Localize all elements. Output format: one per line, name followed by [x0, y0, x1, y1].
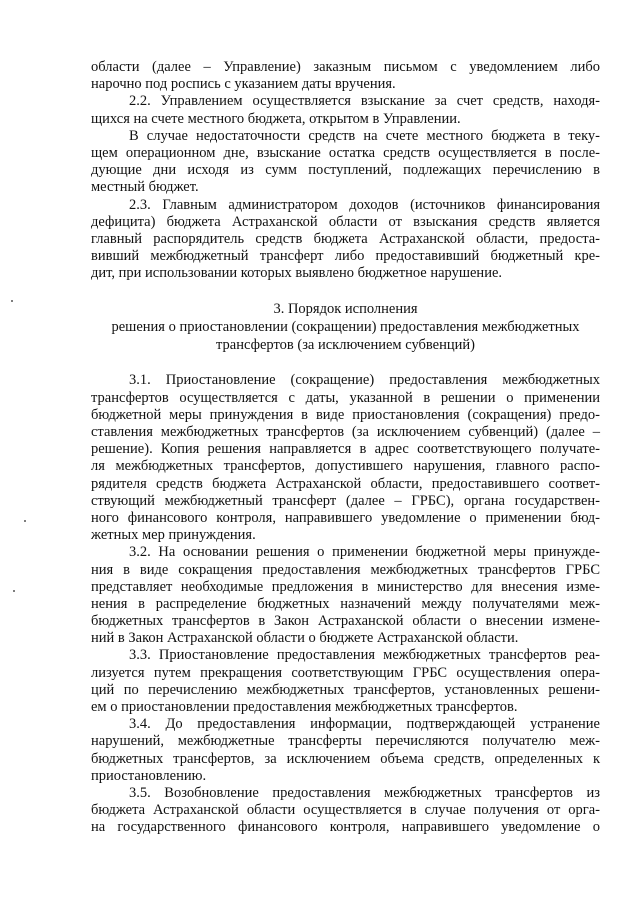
text-line: бюджетной меры принуждения в виде приостановления (сокращения) предо-: [91, 406, 600, 423]
text-line: 3.1. Приостановление (сокращение) предоставления межбюджетных: [129, 372, 600, 389]
text-line: В случае недостаточности средств на счете местного бюджета в теку-: [129, 127, 600, 144]
paragraph-3-5: [91, 785, 600, 837]
text-line: 3.4. До предоставления информации, подтверждающей устранение: [129, 716, 600, 733]
document-body: [91, 59, 600, 837]
section-heading-line: трансфертов (за исключением субвенций): [216, 337, 475, 354]
text-line: ций по перечислению межбюджетных трансфертов, установленных решени-: [91, 681, 600, 698]
paragraph-3-4: [91, 716, 600, 785]
text-line: дующие дни исходя из сумм поступлений, подлежащих перечислению в: [91, 162, 600, 179]
text-line: ставления межбюджетных трансфертов (за исключением субвенций) (далее –: [91, 424, 600, 440]
text-line: нарочно под роспись с указанием даты вручения.: [91, 76, 396, 93]
text-line: лизуется путем прекращения соответствующим ГРБС осуществления опера-: [91, 664, 600, 681]
paragraph-2-3: [91, 197, 600, 283]
text-line: нарушений, межбюджетные трансферты перечисляются получателю меж-: [91, 733, 600, 750]
text-line: 2.3. Главным администратором доходов (источников финансирования: [129, 196, 600, 213]
text-line: ствующий межбюджетный трансферт (далее – ГРБС), органа государствен-: [91, 492, 600, 509]
text-line: жетных мер принуждения.: [91, 527, 256, 544]
text-line: ного финансового контроля, направившего уведомление о применении бюд-: [91, 509, 600, 526]
section-heading-line: 3. Порядок исполнения: [273, 301, 418, 318]
text-line: 2.2. Управлением осуществляется взыскание за счет средств, находя-: [129, 93, 600, 110]
text-line: местный бюджет.: [91, 179, 199, 196]
paragraph-3-3: [91, 647, 600, 716]
text-line: дит, при использовании которых выявлено бюджетное нарушение.: [91, 265, 503, 282]
text-line: нения в распределение бюджетных назначений между получателями меж-: [91, 595, 600, 612]
paragraph-3-2: [91, 544, 600, 647]
text-line: щихся на счете местного бюджета, открытом в Управлении.: [91, 110, 461, 127]
text-line: вивший межбюджетный трансферт либо предоставивший бюджетный кре-: [91, 248, 600, 265]
section-3-heading: [91, 300, 600, 354]
text-line: ем о приостановлении предоставления межбюджетных трансфертов.: [91, 699, 518, 715]
text-line: рядителя средств бюджета Астраханской области, предоставившего соответ-: [91, 475, 600, 492]
scan-speck: [13, 590, 15, 592]
text-line: щем операционном дне, взыскание остатка средств осуществляется в после-: [91, 144, 600, 161]
text-line: трансфертов осуществляется с даты, указанной в решении о применении: [91, 389, 600, 406]
text-line: приостановлению.: [91, 767, 207, 784]
text-line: бюджетных трансфертов, за исключением объема средств, определенных к: [91, 750, 600, 767]
text-line: ния в виде сокращения предоставления межбюджетных трансфертов ГРБС: [91, 561, 600, 578]
text-line: дефицита) бюджета Астраханской области от взыскания средств является: [91, 213, 600, 230]
text-line: бюджетных трансфертов в Закон Астраханской области о внесении измене-: [91, 613, 600, 630]
text-line: ля межбюджетных трансфертов, допустившего нарушения, главного распо-: [91, 458, 600, 475]
text-line: 3.2. На основании решения о применении бюджетной меры принужде-: [129, 544, 600, 561]
text-line: 3.5. Возобновление предоставления межбюджетных трансфертов из: [129, 784, 600, 801]
paragraph-intro: [91, 59, 600, 93]
text-line: представляет необходимые предложения в министерство для внесения изме-: [91, 578, 600, 595]
text-line: решение). Копия решения направляется в адрес соответствующего получате-: [91, 441, 600, 458]
paragraph-3-1: [91, 372, 600, 544]
text-line: бюджета Астраханской области осуществляется в случае получения от орга-: [91, 802, 600, 819]
scan-speck: [24, 520, 26, 522]
scan-speck: [11, 300, 13, 302]
text-line: на государственного финансового контроля, направившего уведомление о: [91, 819, 600, 836]
section-heading-line: решения о приостановлении (сокращении) предоставления межбюджетных: [111, 319, 580, 336]
text-line: области (далее – Управление) заказным письмом с уведомлением либо: [91, 59, 600, 75]
paragraph-2-2: [91, 93, 600, 127]
text-line: главный распорядитель средств бюджета Астраханской области, предоста-: [91, 230, 600, 247]
text-line: ний в Закон Астраханской области о бюджете Астраханской области.: [91, 630, 519, 647]
text-line: 3.3. Приостановление предоставления межбюджетных трансфертов реа-: [129, 647, 600, 664]
paragraph-insufficient-funds: [91, 128, 600, 197]
